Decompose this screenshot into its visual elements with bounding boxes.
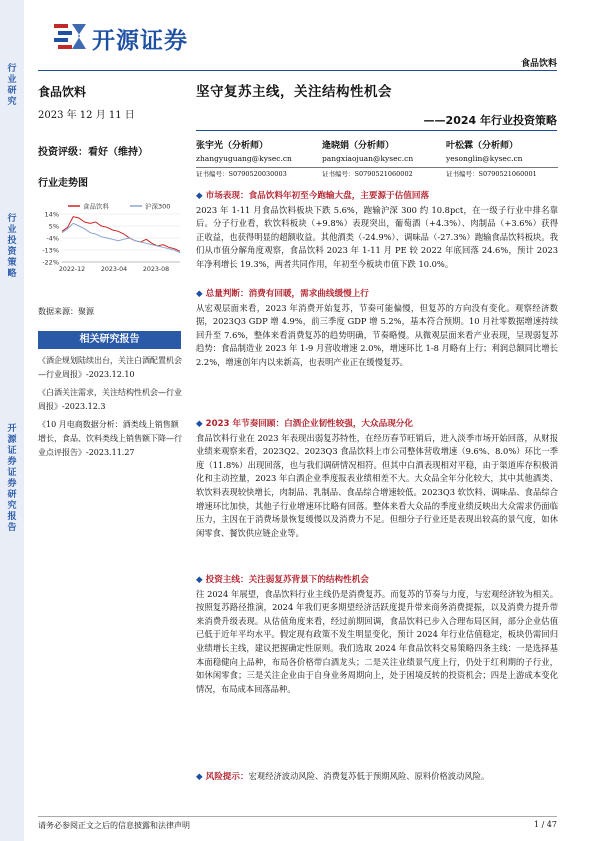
analyst-cert: 证书编号：S0790520030003	[196, 167, 328, 180]
legend-label: 沪深300	[145, 202, 171, 211]
brand-name: 开源证券	[92, 28, 188, 54]
section-body: 往 2024 年展望，食品饮料行业主线仍是消费复苏。而复苏的节奏与力度，与宏观经济较为相关。按照复苏路径推演，2024 年我们更多期望经济活跃度提升带来商务消费提振，以及消费力提升带来消费升级表现。从估值角度来看，经过前期回调，食品饮料已步入合理布局区间，部分企业估值已低于近年平均水平。假定现有政策不发生明显变化，预计 2024 年行业估值稳定，板块仍需回归业绩增长主线，建议把握确定性原则。我们选取 2024 年食品饮料交易策略四条主线：一是选择基本面稳健向上品种，布局各价格带白酒龙头；二是关注业绩景气度上行，仍处于红利期的子行业，如休闲零食；三是关注企业由于自身业务周期向上，处于困境反转的投资机会；四是上游成本变化情况，布局成本回落品种。	[196, 588, 558, 694]
section-macro	[196, 288, 558, 370]
trend-chart-title: 行业走势图	[38, 178, 88, 189]
related-reports-header: 相关研究报告	[38, 331, 181, 349]
side-label-mid: 行业投资策略	[7, 214, 17, 279]
analyst-card	[196, 140, 328, 180]
section-heading: ◆ 总量判断：消费有回暖，需求曲线缓慢上行	[196, 289, 369, 299]
report-subtitle: ——2024 年行业投资策略	[423, 114, 557, 127]
x-tick-label: 2023-04	[100, 266, 128, 273]
report-title: 坚守复苏主线，关注结构性机会	[196, 84, 392, 100]
report-date: 2023 年 12 月 11 日	[38, 110, 135, 121]
industry-name: 食品饮料	[38, 85, 87, 99]
y-tick-label: -13%	[42, 246, 59, 255]
diamond-icon: ◆	[196, 191, 206, 201]
section-tag: 食品饮料	[520, 59, 557, 69]
analyst-name: 逄晓娟（分析师）	[322, 141, 395, 151]
analyst-email[interactable]: pangxiaojuan@kysec.cn	[322, 154, 414, 163]
section-heading: ◆ 2023 年节奏回顾：白酒企业韧性较强，大众品现分化	[196, 419, 413, 429]
footer-disclaimer: 请务必参阅正文之后的信息披露和法律声明	[38, 821, 190, 830]
analyst-name: 张宇光（分析师）	[196, 141, 269, 151]
related-reports-list	[38, 354, 183, 464]
section-heading: ◆ 市场表现：食品饮料年初至今跑输大盘，主要源于估值回落	[196, 191, 430, 201]
section-heading: ◆ 投资主线：关注弱复苏背景下的结构性机会	[196, 575, 369, 585]
related-report-item[interactable]: 《白酒关注需求，关注结构性机会—行业周报》-2023.12.3	[38, 387, 182, 412]
analyst-cert: 证书编号：S0790521060001	[446, 167, 558, 180]
footer-rule	[38, 816, 557, 817]
analyst-cert: 证书编号：S0790521060002	[322, 167, 454, 180]
analyst-email[interactable]: yesonglin@kysec.cn	[446, 154, 523, 163]
title-rule	[196, 130, 557, 131]
data-source: 数据来源：聚源	[38, 307, 94, 316]
y-tick-label: -22%	[42, 258, 59, 267]
investment-rating: 投资评级：看好（维持）	[38, 147, 148, 158]
analyst-email[interactable]: zhangyuguang@kysec.cn	[196, 154, 292, 163]
section-market	[196, 190, 558, 272]
x-tick-label: 2023-08	[142, 266, 170, 273]
page-number: 1 / 47	[533, 820, 557, 829]
series-line	[62, 217, 180, 252]
y-tick-label: 5%	[48, 222, 59, 231]
diamond-icon: ◆	[196, 772, 206, 782]
brand-logo-icon	[52, 22, 88, 50]
analyst-name: 叶松霖（分析师）	[446, 141, 519, 151]
analyst-card	[322, 140, 454, 180]
side-label-top: 行业研究	[7, 64, 17, 107]
y-tick-label: -4%	[46, 234, 59, 243]
section-review	[196, 418, 558, 540]
header-rule	[38, 70, 557, 71]
diamond-icon: ◆	[196, 419, 206, 429]
section-heading: ◆ 风险提示：	[196, 772, 249, 782]
analyst-card	[446, 140, 558, 180]
diamond-icon: ◆	[196, 289, 206, 299]
section-body: 2023 年 1-11 月食品饮料板块下跌 5.6%，跑输沪深 300 约 10.8pct，在一级子行业中排名靠后。分子行业看，软饮料板块（+9.8%）表现突出，葡萄酒（+4.3%）、肉制品（+3.6%）获得正收益，也获得明显的超额收益。其他酒类（-24.9%）、调味品（-27.3%）跑输食品饮料板块。我们从市值分解角度观察，食品饮料 2023 年 1-11 月 PE 较 2022 年底回落 24.6%，预计 2023 年净利增长 19.3%，两者共同作用，年初至今板块市值下跌 10.0%。	[196, 204, 558, 269]
side-label-bottom: 开源证券 证券研究报告	[7, 424, 17, 533]
side-strip	[0, 0, 24, 841]
x-tick-label: 2022-12	[58, 266, 86, 273]
section-body: 宏观经济波动风险、消费复苏低于预期风险、原料价格波动风险。	[248, 771, 490, 781]
related-report-item[interactable]: 《10 月电商数据分析：酒类线上销售额增长，食品、饮料类线上销售额下降—行业点评报告》-2023.11.27	[38, 419, 182, 458]
legend-label: 食品饮料	[83, 202, 109, 211]
y-tick-label: 14%	[44, 210, 59, 219]
related-report-item[interactable]: 《酒企规划陆续出台，关注白酒配置机会—行业周报》-2023.12.10	[38, 356, 182, 380]
trend-chart	[30, 196, 190, 306]
diamond-icon: ◆	[196, 575, 206, 585]
section-body: 从宏观层面来看，2023 年消费开始复苏，节奏可能偏慢，但复苏的方向没有变化。观察经济数据，2023Q3 GDP 增 4.9%，前三季度 GDP 增 5.2%，基本符合预期。10 月社零数据增速持续回升至 7.6%，整体来看消费复苏的趋势明确，节奏略慢。从微观层面来看产业表现，呈现弱复苏趋势：食品制造业 2023 年 1-9 月营收增速 2.0%，增速环比 1-8 月略有上行；利润总额同比增长 2.2%，增速创年内以来新高，也表明产业正在缓慢复苏。	[196, 302, 558, 367]
section-strategy	[196, 574, 558, 696]
section-body: 食品饮料行业在 2023 年表现出弱复苏特性，在经历春节旺销后，进入淡季市场开始回落，从财报业绩来观察来看，2023Q2、2023Q3 食品饮料上市公司整体营收增速（9.6%、8.0%）环比一季度（11.8%）出现回落，也与我们调研情况相符。但其中白酒表现相对平稳，由于渠道库存积极消化和主动控量，2023 年白酒企业季度报表业绩相差不大。大众品全年分化较大，其中其他酒类、软饮料表现较快增长，肉制品、乳制品、食品综合增速较低。2023Q3 软饮料、调味品、食品综合增速环比加快，其他子行业增速环比略有回落。整体来看大众品的季度业绩反映出大众需求仍面临压力，主因在于消费场景恢复缓慢以及消费力不足。但细分子行业还是表现出较高的景气度，如休闲零食、餐饮供应链企业等。	[196, 432, 558, 538]
section-risk	[196, 770, 558, 785]
